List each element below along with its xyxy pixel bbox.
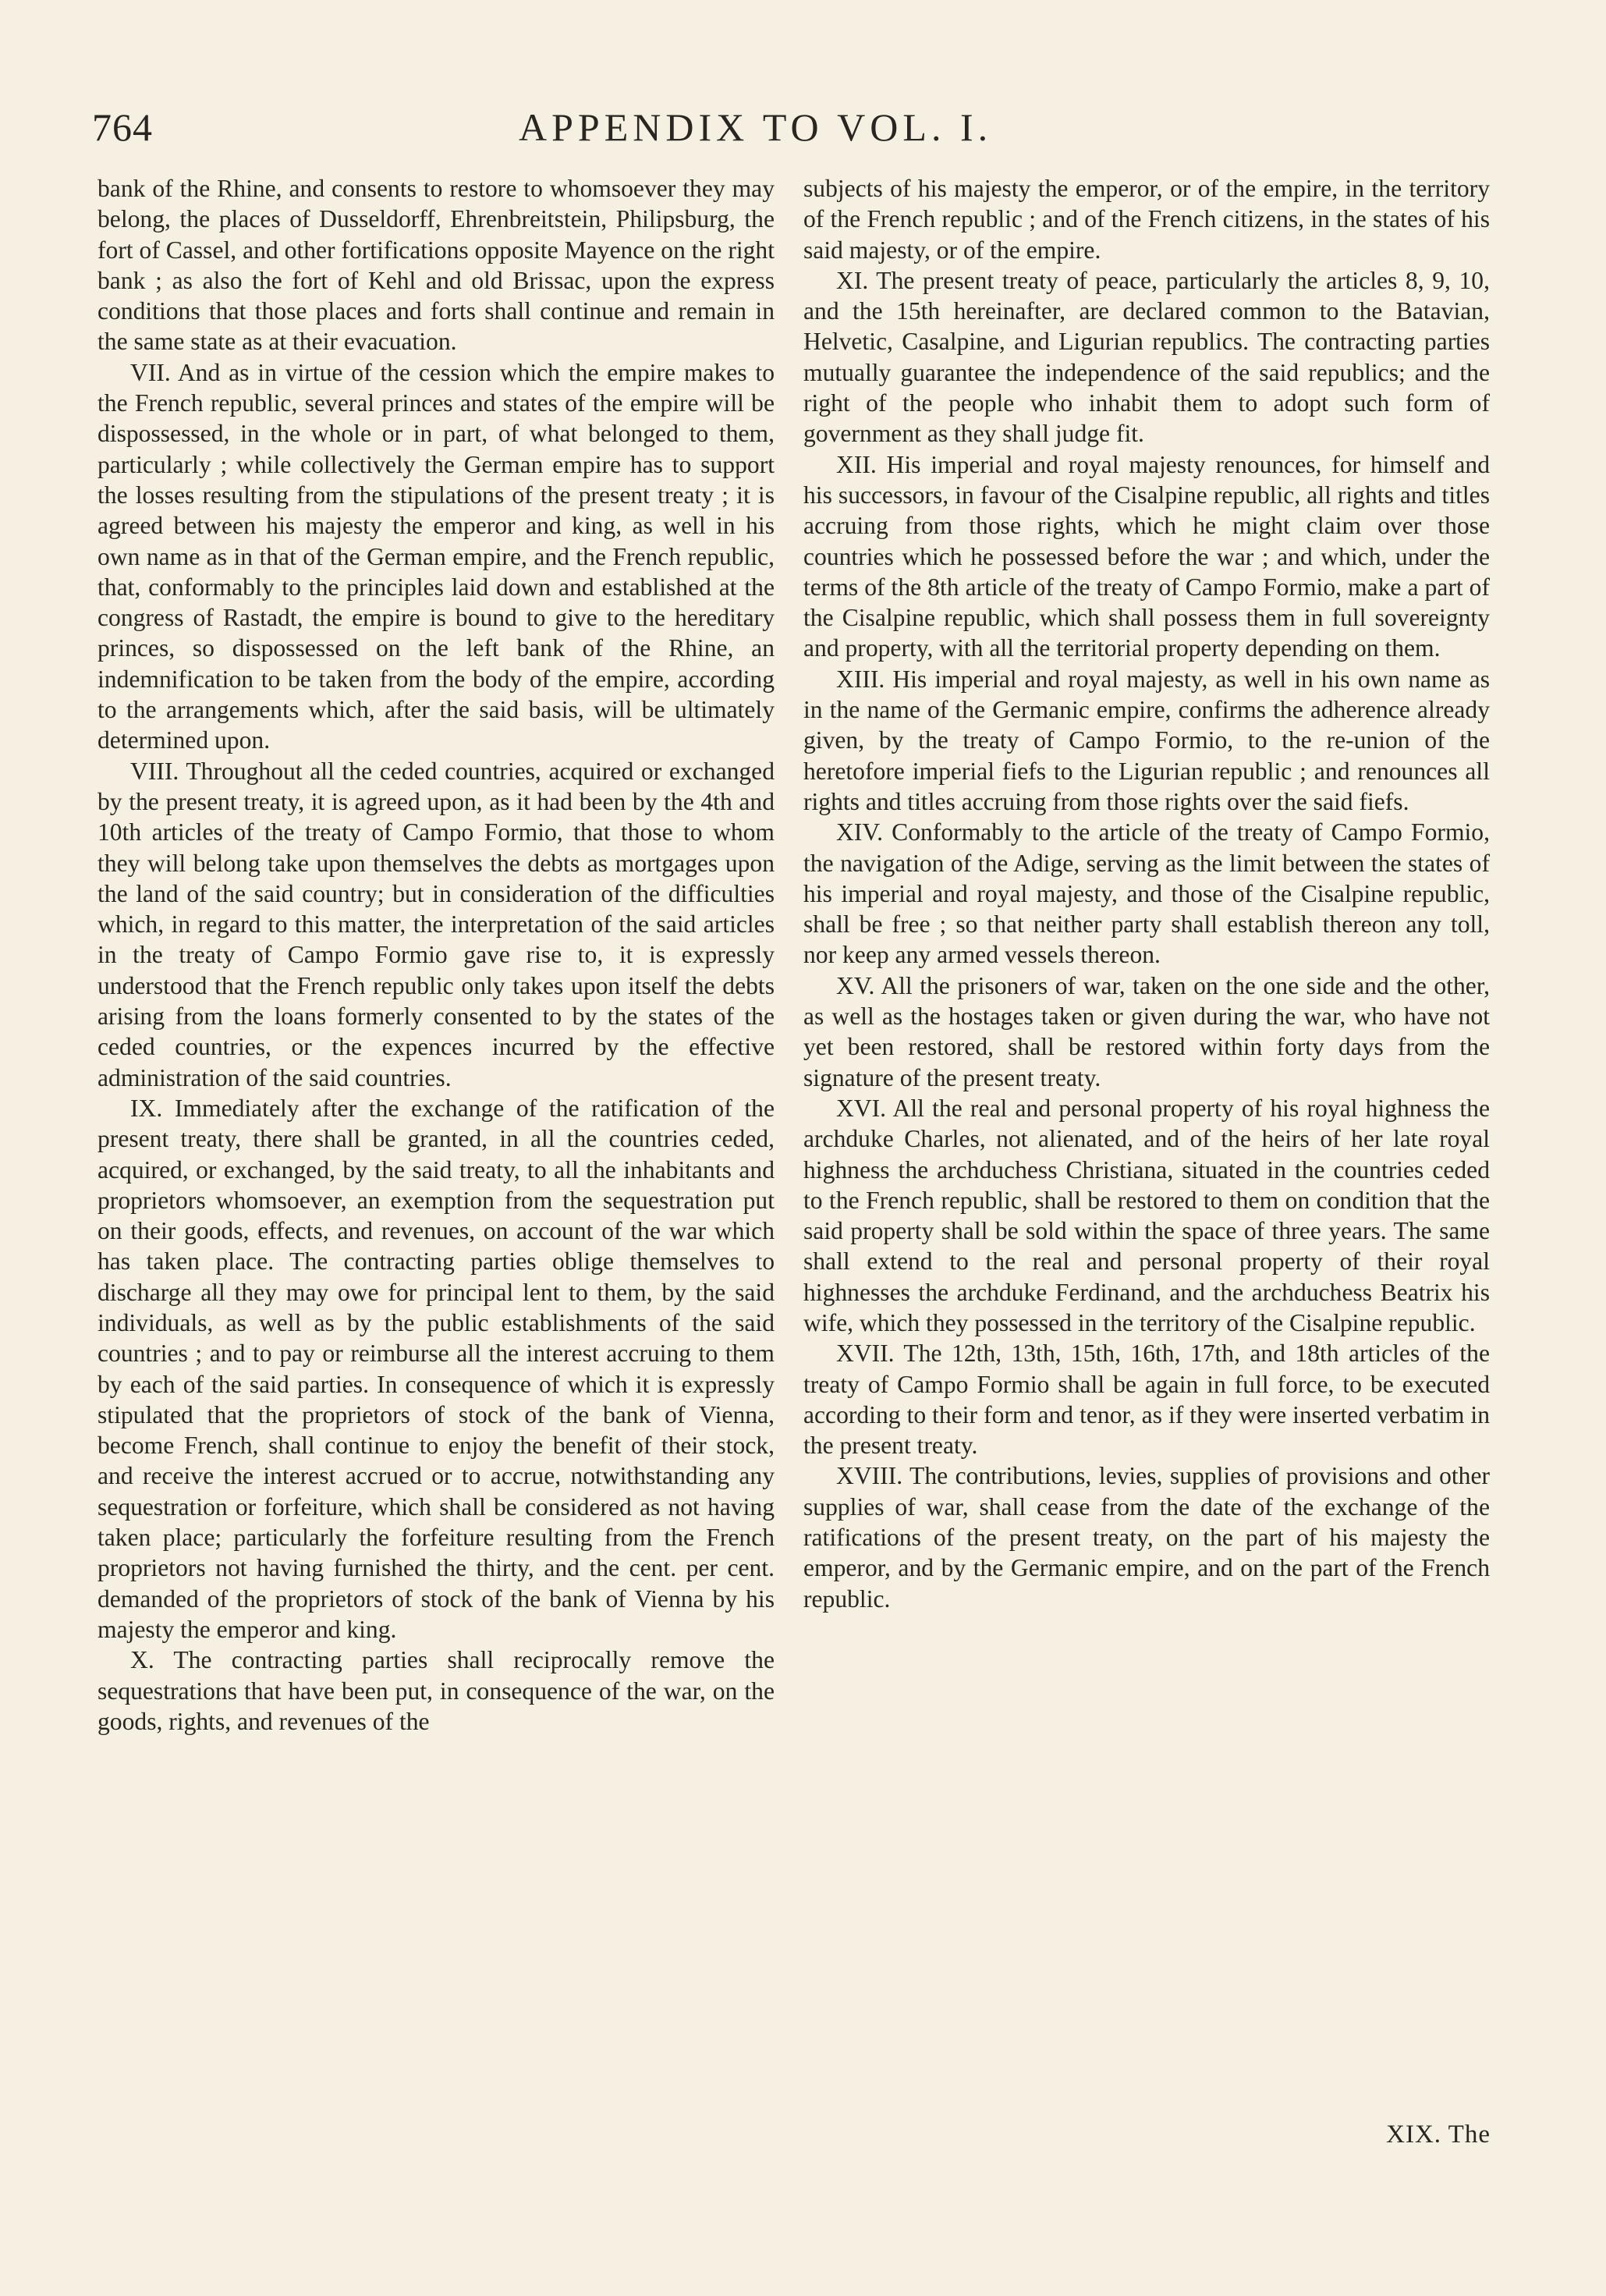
article-xiv: XIV. Conformably to the article of the treaty of Campo Formio, the navigation of the Adige, serving as the limit between the states of his imperial and royal majesty, and those of the Cisalpine republic, shall be free ; so that neither party shall establish thereon any toll, nor keep any armed vessels thereon. — [803, 818, 1490, 969]
paragraph: bank of the Rhine, and consents to restore to whomsoever they may belong, the places of Dusseldorff, Ehrenbreitstein, Philipsburg, the fort of Cassel, and other fortifications opposite Mayence on the right bank ; as also the fort of Kehl and old Brissac, upon the express conditions that those places and forts shall continue and remain in the same state as at their evacuation. — [97, 175, 775, 356]
article-viii: VIII. Throughout all the ceded countries, acquired or exchanged by the present treaty, it is agreed upon, as it had been by the 4th and 10th articles of the treaty of Campo Formio, that those to whom they will belong take upon themselves the debts as mortgages upon the land of the said country; but in consideration of the difficulties which, in regard to this matter, the interpretation of the said articles in the treaty of Campo Formio gave rise to, it is expressly understood that the French republic only takes upon itself the debts arising from the loans formerly consented to by the states of the ceded countries, or the expences incurred by the effective administration of the said countries. — [97, 757, 775, 1091]
article-xii: XII. His imperial and royal majesty renounces, for himself and his successors, in favour of the Cisalpine republic, all rights and titles accruing from those rights, which he might claim over those countries which he possessed before the war ; and which, under the terms of the 8th article of the treaty of Campo Formio, make a part of the Cisalpine republic, which shall possess them in full sovereignty and property, with all the territorial property depending on them. — [803, 450, 1490, 662]
article-xv: XV. All the prisoners of war, taken on the one side and the other, as well as the hostages taken or given during the war, who have not yet been restored, shall be restored within forty days from the signature of the present treaty. — [803, 971, 1490, 1091]
left-column — [97, 173, 775, 1737]
article-x: X. The contracting parties shall reciprocally remove the sequestrations that have been put, in consequence of the war, on the goods, rights, and revenues of the — [97, 1646, 775, 1735]
article-xviii: XVIII. The contributions, levies, supplies of provisions and other supplies of war, shall cease from the date of the exchange of the ratifications of the present treaty, on the part of his majesty the emperor, and by the Germanic empire, and on the part of the French republic. — [803, 1462, 1490, 1613]
article-xi: XI. The present treaty of peace, particularly the articles 8, 9, 10, and the 15th hereinafter, are declared common to the Batavian, Helvetic, Casalpine, and Ligurian republics. The contracting parties mutually guarantee the independence of the said republics; and the right of the people who inhabit them to adopt such form of government as they shall judge fit. — [803, 266, 1490, 448]
article-xiii: XIII. His imperial and royal majesty, as well in his own name as in the name of the Germanic empire, confirms the adherence already given, by the treaty of Campo Formio, to the re-union of the heretofore imperial fiefs to the Ligurian republic ; and renounces all rights and titles accruing from those rights over the said fiefs. — [803, 665, 1490, 815]
article-xvii: XVII. The 12th, 13th, 15th, 16th, 17th, and 18th articles of the treaty of Campo Formio shall be again in full force, to be executed according to their form and tenor, as if they were inserted verbatim in the present treaty. — [803, 1340, 1490, 1460]
article-ix: IX. Immediately after the exchange of the ratification of the present treaty, there shall be granted, in all the countries ceded, acquired, or exchanged, by the said treaty, to all the inhabitants and proprietors whomsoever, an exemption from the sequestration put on their goods, effects, and revenues, on account of the war which has taken place. The contracting parties oblige themselves to discharge all they may owe for principal lent to them, by the said individuals, as well as by the public establishments of the said countries ; and to pay or reimburse all the interest accruing to them by each of the said parties. In consequence of which it is expressly stipulated that the proprietors of stock of the bank of Vienna, become French, shall continue to enjoy the benefit of their stock, and receive the interest accrued or to accrue, notwithstanding any sequestration or forfeiture, which shall be considered as not having taken place; particularly the forfeiture resulting from the French proprietors not having furnished the thirty, and the cent. per cent. demanded of the proprietors of stock of the bank of Vienna by his majesty the emperor and king. — [97, 1094, 775, 1643]
running-title: APPENDIX TO VOL. I. — [519, 105, 993, 149]
page-number: 764 — [92, 105, 153, 149]
article-vii: VII. And as in virtue of the cession which the empire makes to the French republic, several princes and states of the empire will be dispossessed, in the whole or in part, of what belonged to them, particularly ; while collectively the German empire has to support the losses resulting from the stipulations of the present treaty ; it is agreed between his majesty the emperor and king, as well in his own name as in that of the German empire, and the French republic, that, conformably to the principles laid down and established at the congress of Rastadt, the empire is bound to give to the hereditary princes, so dispossessed on the left bank of the Rhine, an indemnification to be taken from the body of the empire, according to the arrangements which, after the said basis, will be ultimately determined upon. — [97, 358, 775, 754]
article-xvi: XVI. All the real and personal property of his royal highness the archduke Charles, not alienated, and of the heirs of her late royal highness the archduchess Christiana, situated in the countries ceded to the French republic, shall be restored to them on condition that the said property shall be sold within the space of three years. The same shall extend to the real and personal property of their royal highnesses the archduke Ferdinand, and the archduchess Beatrix his wife, which they possessed in the territory of the Cisalpine republic. — [803, 1094, 1490, 1336]
right-column — [803, 173, 1490, 1614]
catchword: XIX. The — [1386, 2120, 1491, 2149]
paragraph: subjects of his majesty the emperor, or of the empire, in the territory of the French republic ; and of the French citizens, in the states of his said majesty, or of the empire. — [803, 175, 1490, 264]
